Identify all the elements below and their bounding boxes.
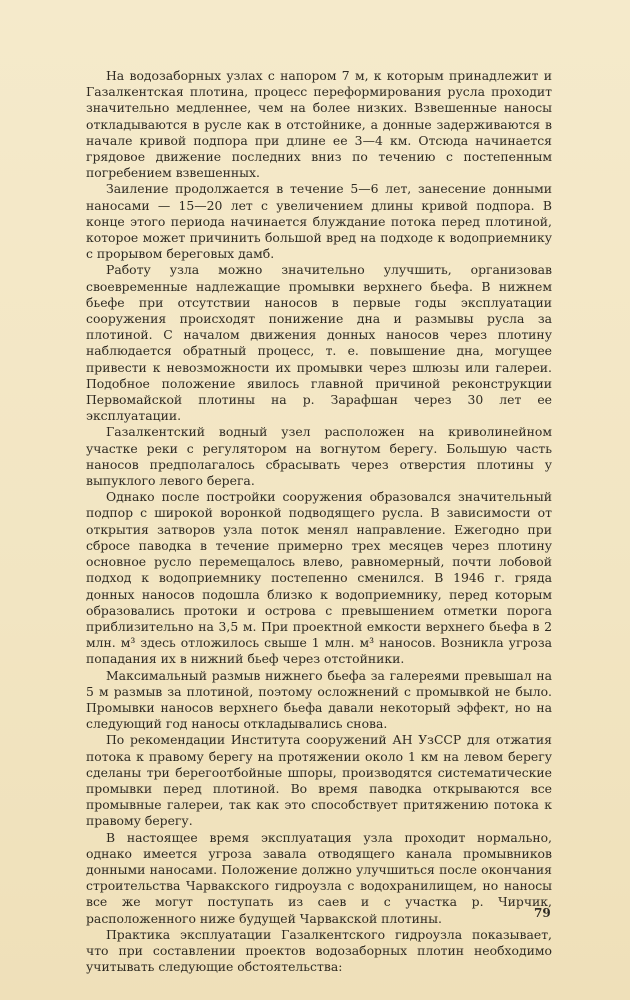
paragraph: Практика эксплуатации Газалкентского гидроузла показывает, что при составлении проектов водозаборных плотин необходимо учитывать следующие обстоятельства: — [86, 926, 552, 975]
page-number: 79 — [534, 906, 551, 920]
paragraph: На водозаборных узлах с напором 7 м, к которым принадлежит и Газалкентская плотина, процесс переформирования русла проходит значительно медленнее, чем на более низких. Взвешенные наносы откладываются в русле как в отстойнике, а донные задерживаются в начале кривой подпора при длине ее 3—4 км. Отсюда начинается грядовое движение последних вниз по течению с постепенным погребением взвешенных. — [86, 68, 552, 181]
paragraph: По рекомендации Института сооружений АН УзССР для отжатия потока к правому берегу на протяжении около 1 км на левом берегу сделаны три берегоотбойные шпоры, производятся систематические промывки перед плотиной. Во время паводка открываются все промывные галереи, так как это способствует притяжению потока к правому берегу. — [86, 732, 552, 829]
paragraph: В настоящее время эксплуатация узла проходит нормально, однако имеется угроза завала отводящего канала промывников донными наносами. Положение должно улучшиться после окончания строительства Чарвакского гидроузла с водохранилищем, но наносы все же могут поступать из саев и с участка р. Чирчик, расположенного ниже будущей Чарвакской плотины. — [86, 829, 552, 926]
paragraph: Однако после постройки сооружения образовался значительный подпор с широкой воронкой подводящего русла. В зависимости от открытия затворов узла поток менял направление. Ежегодно при сбросе паводка в течение примерно трех месяцев через плотину основное русло перемещалось влево, равномерный, почти лобовой подход к водоприемнику постепенно сменился. В 1946 г. гряда донных наносов подошла близко к водоприемнику, перед которым образовались протоки и острова с превышением отметки порога приблизительно на 3,5 м. При проектной емкости верхнего бьефа в 2 млн. м³ здесь отложилось свыше 1 млн. м³ наносов. Возникла угроза попадания их в нижний бьеф через отстойники. — [86, 489, 552, 667]
body-text — [86, 68, 552, 975]
paragraph: Работу узла можно значительно улучшить, организовав своевременные надлежащие промывки верхнего бьефа. В нижнем бьефе при отсутствии наносов в первые годы эксплуатации сооружения происходят понижение дна и размывы русла за плотиной. С началом движения донных наносов через плотину наблюдается обратный процесс, т. е. повышение дна, могущее привести к невозможности их промывки через шлюзы или галереи. Подобное положение явилось главной причиной реконструкции Первомайской плотины на р. Зарафшан через 30 лет ее эксплуатации. — [86, 262, 552, 424]
paragraph: Максимальный размыв нижнего бьефа за галереями превышал на 5 м размыв за плотиной, поэтому осложнений с промывкой не было. Промывки наносов верхнего бьефа давали некоторый эффект, но на следующий год наносы откладывались снова. — [86, 667, 552, 732]
paragraph: Газалкентский водный узел расположен на криволинейном участке реки с регулятором на вогнутом берегу. Большую часть наносов предполагалось сбрасывать через отверстия плотины у выпуклого левого берега. — [86, 424, 552, 489]
paragraph: Заиление продолжается в течение 5—6 лет, занесение донными наносами — 15—20 лет с увеличением длины кривой подпора. В конце этого периода начинается блуждание потока перед плотиной, которое может причинить большой вред на подходе к водоприемнику с прорывом береговых дамб. — [86, 181, 552, 262]
